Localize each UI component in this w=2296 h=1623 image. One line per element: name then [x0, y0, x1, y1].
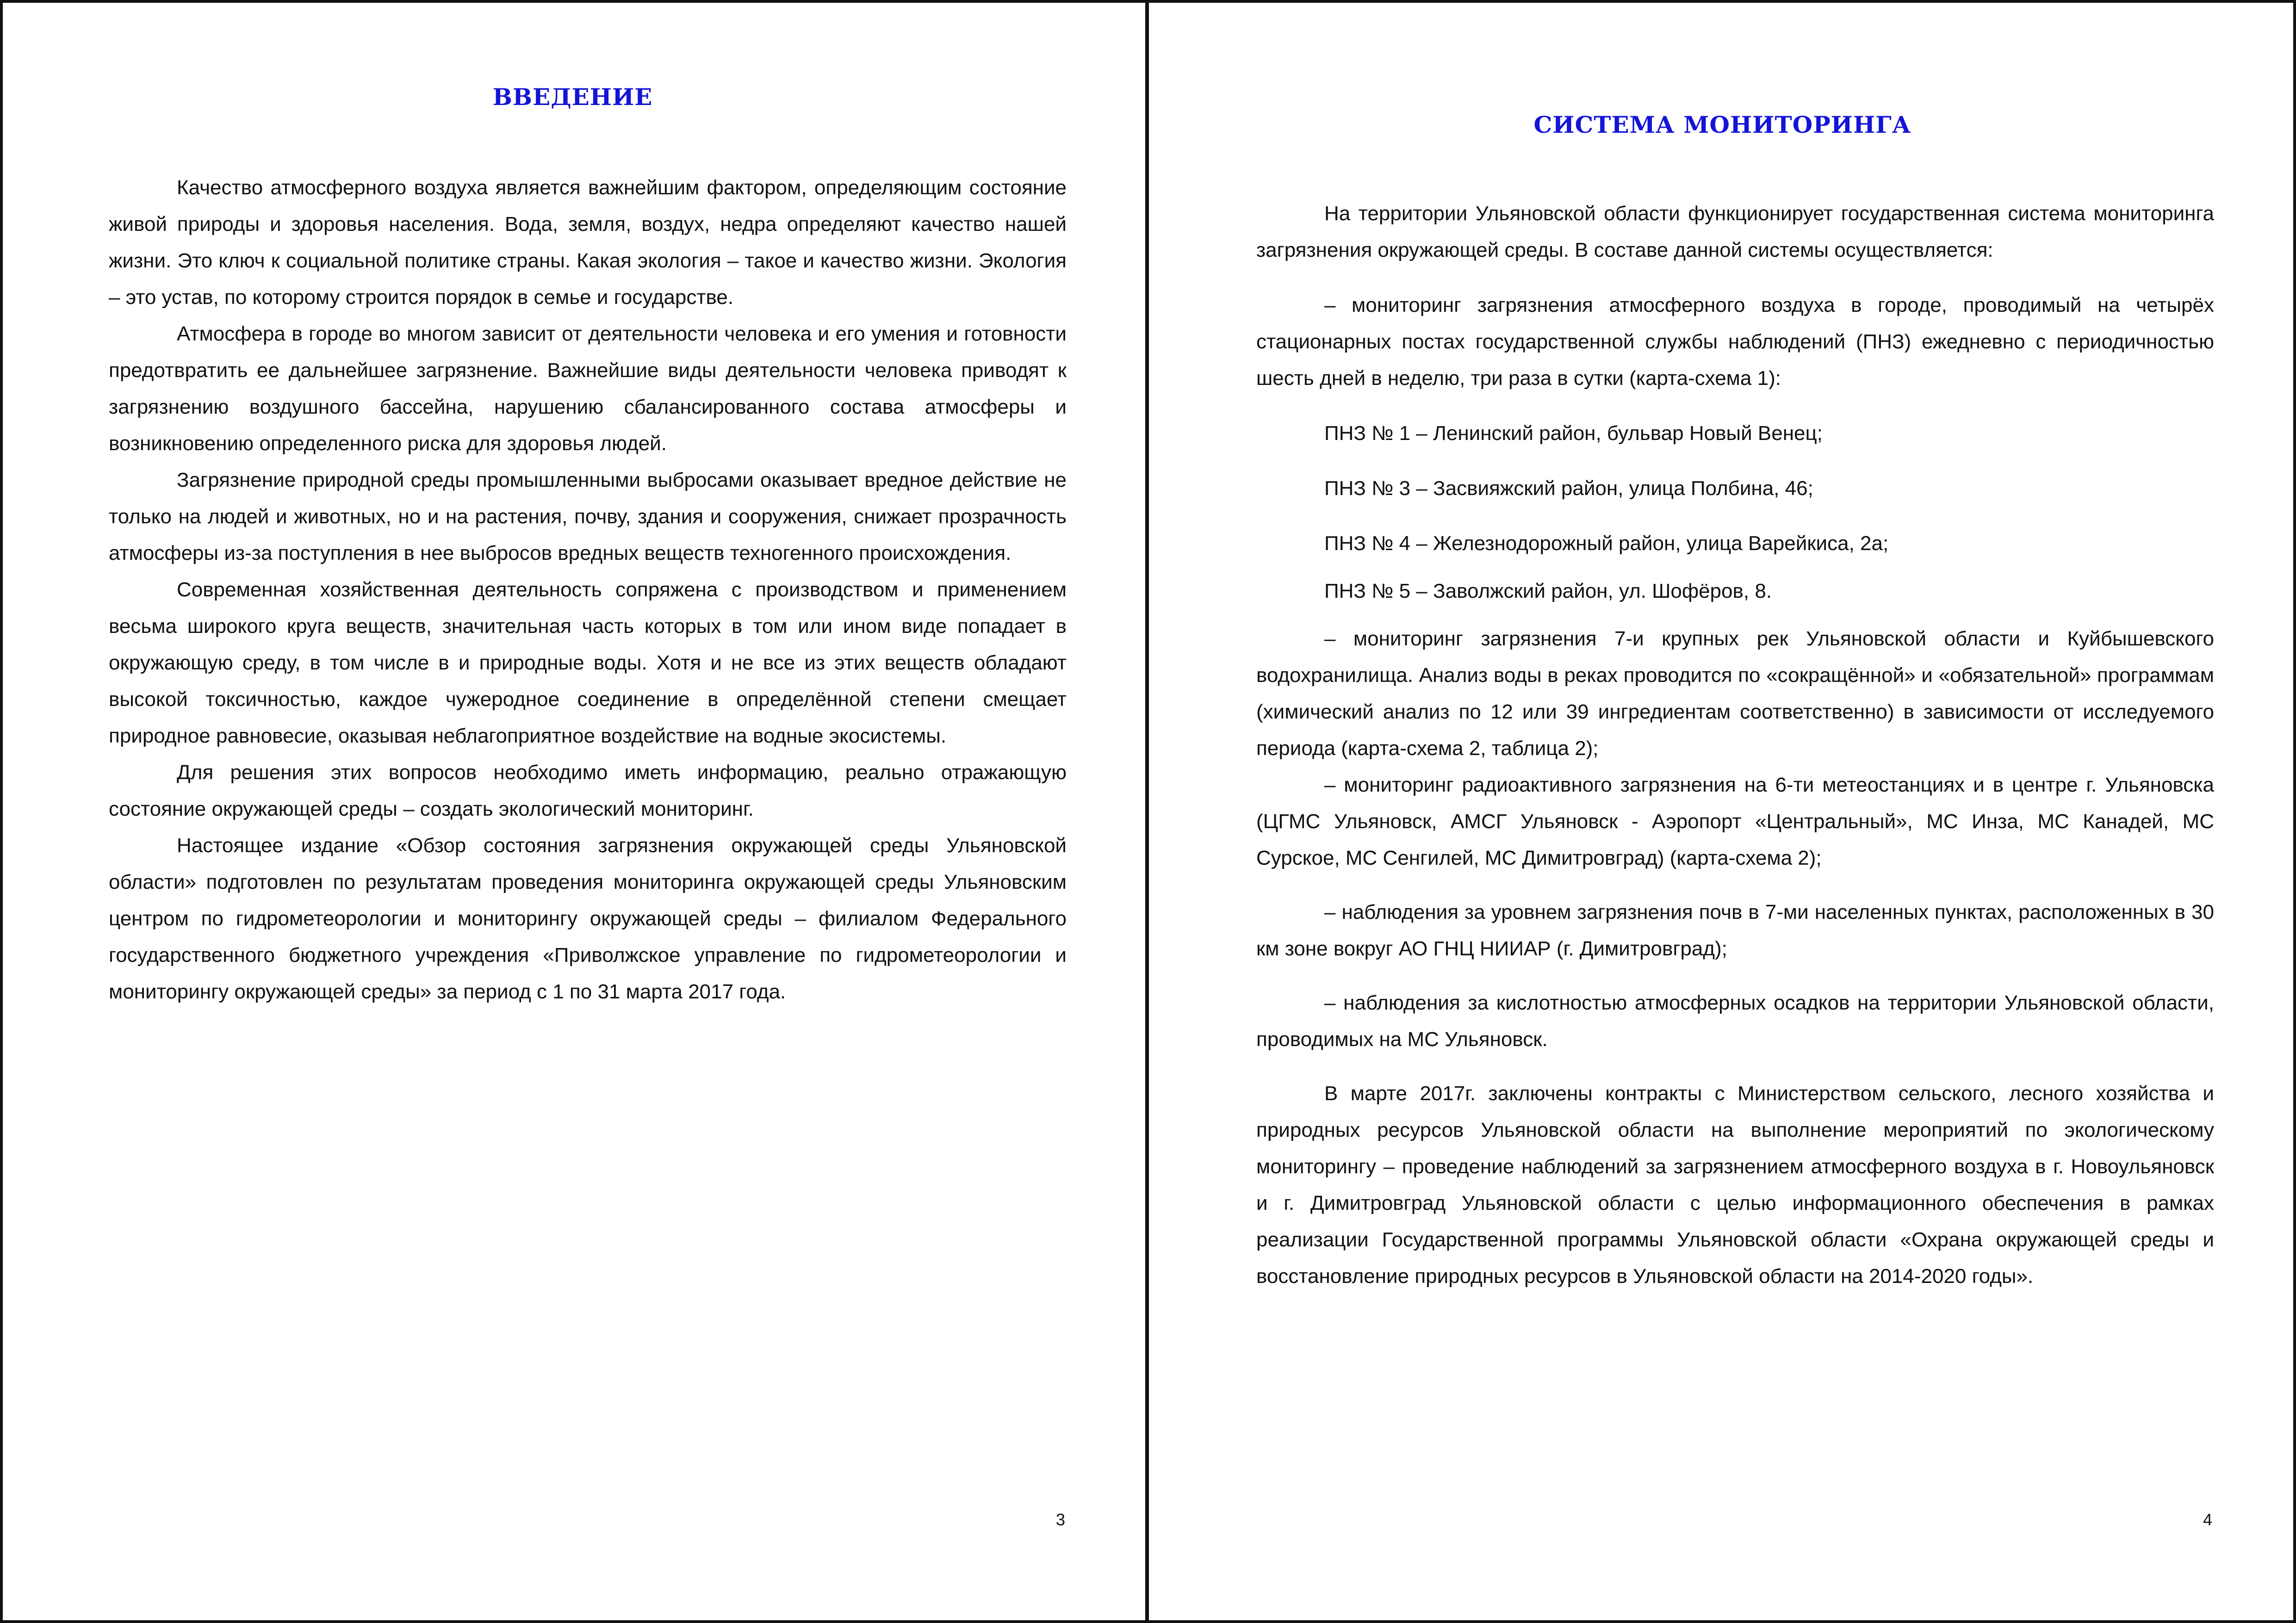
pnz-item-3: ПНЗ № 3 – Засвияжский район, улица Полбина, 46;: [1324, 477, 1813, 500]
paragraph: Загрязнение природной среды промышленными выбросами оказывает вредное действие не только на людей и животных, но и на растения, почву, здания и сооружения, снижает прозрачность атмосферы из-за поступления в нее выбросов вредных веществ техногенного происхождения.: [109, 469, 1067, 564]
pnz-item-4: ПНЗ № 4 – Железнодорожный район, улица Варейкиса, 2а;: [1324, 532, 1889, 555]
page-divider: [1145, 0, 1149, 1623]
list-item-precipitation: – наблюдения за кислотностью атмосферных осадков на территории Ульяновской области, проводимых на МС Ульяновск.: [1256, 991, 2214, 1051]
page-4: [1149, 0, 2296, 1623]
list-item-air-monitoring: – мониторинг загрязнения атмосферного воздуха в городе, проводимый на четырёх стационарных постах государственной службы наблюдений (ПНЗ) ежедневно с периодичностью шесть дней в неделю, три раза в сутки (карта-схема 1):: [1256, 294, 2214, 390]
paragraph: Качество атмосферного воздуха является важнейшим фактором, определяющим состояние живой природы и здоровья населения. Вода, земля, воздух, недра определяют качество нашей жизни. Это ключ к социальной политике страны. Какая экология – такое и качество жизни. Экология – это устав, по которому строится порядок в семье и государстве.: [109, 176, 1067, 309]
list-item-rivers: – мониторинг загрязнения 7-и крупных рек Ульяновской области и Куйбышевского водохранилища. Анализ воды в реках проводится по «сокращённой» и «обязательной» программам (химический анализ по 12 или 39 ингредиентам соответственно) в зависимости от исследуемого периода (карта-схема 2, таблица 2);: [1256, 627, 2214, 760]
paragraph: Для решения этих вопросов необходимо иметь информацию, реально отражающую состояние окружающей среды – создать экологический мониторинг.: [109, 761, 1067, 820]
paragraph: Современная хозяйственная деятельность сопряжена с производством и применением весьма широкого круга веществ, значительная часть которых в том или ином виде попадает в окружающую среду, в том числе в и природные воды. Хотя и не все из этих веществ обладают высокой токсичностью, каждое чужеродное соединение в определённой степени смещает природное равновесие, оказывая неблагоприятное воздействие на водные экосистемы.: [109, 578, 1067, 747]
page-heading: СИСТЕМА МОНИТОРИНГА: [1533, 111, 1911, 138]
paragraph: Атмосфера в городе во многом зависит от деятельности человека и его умения и готовности предотвратить ее дальнейшее загрязнение. Важнейшие виды деятельности человека приводят к загрязнению воздушного бассейна, нарушению сбалансированного состава атмосферы и возникновению определенного риска для здоровья людей.: [109, 322, 1067, 455]
pnz-item-1: ПНЗ № 1 – Ленинский район, бульвар Новый Венец;: [1324, 422, 1823, 445]
page-heading: ВВЕДЕНИЕ: [492, 83, 653, 111]
pnz-item-5: ПНЗ № 5 – Заволжский район, ул. Шофёров, 8.: [1324, 580, 1772, 602]
page-3: [0, 0, 1145, 1623]
intro-paragraph: На территории Ульяновской области функционирует государственная система мониторинга загрязнения окружающей среды. В составе данной системы осуществляется:: [1256, 202, 2214, 261]
page-body: [1256, 195, 2214, 1295]
closing-paragraph: В марте 2017г. заключены контракты с Министерством сельского, лесного хозяйства и природных ресурсов Ульяновской области на выполнение мероприятий по экологическому мониторингу – проведение наблюдений за загрязнением атмосферного воздуха в г. Новоульяновск и г. Димитровград Ульяновской области с целью информационного обеспечения в рамках реализации Государственной программы Ульяновской области «Охрана окружающей среды и восстановление природных ресурсов в Ульяновской области на 2014-2020 годы».: [1256, 1082, 2214, 1288]
list-item-radioactive: – мониторинг радиоактивного загрязнения на 6-ти метеостанциях и в центре г. Ульяновска (ЦГМС Ульяновск, АМСГ Ульяновск - Аэропорт «Центральный», МС Инза, МС Канадей, МС Сурское, МС Сенгилей, МС Димитровград) (карта-схема 2);: [1256, 774, 2214, 869]
page-number: 4: [2203, 1510, 2213, 1529]
list-item-soil: – наблюдения за уровнем загрязнения почв в 7-ми населенных пунктах, расположенных в 30 км зоне вокруг АО ГНЦ НИИАР (г. Димитровград);: [1256, 901, 2214, 960]
page-number: 3: [1056, 1510, 1066, 1529]
page-body: [109, 169, 1067, 1010]
paragraph: Настоящее издание «Обзор состояния загрязнения окружающей среды Ульяновской области» подготовлен по результатам проведения мониторинга окружающей среды Ульяновским центром по гидрометеорологии и мониторингу окружающей среды – филиалом Федерального государственного бюджетного учреждения «Приволжское управление по гидрометеорологии и мониторингу окружающей среды» за период с 1 по 31 марта 2017 года.: [109, 834, 1067, 1003]
